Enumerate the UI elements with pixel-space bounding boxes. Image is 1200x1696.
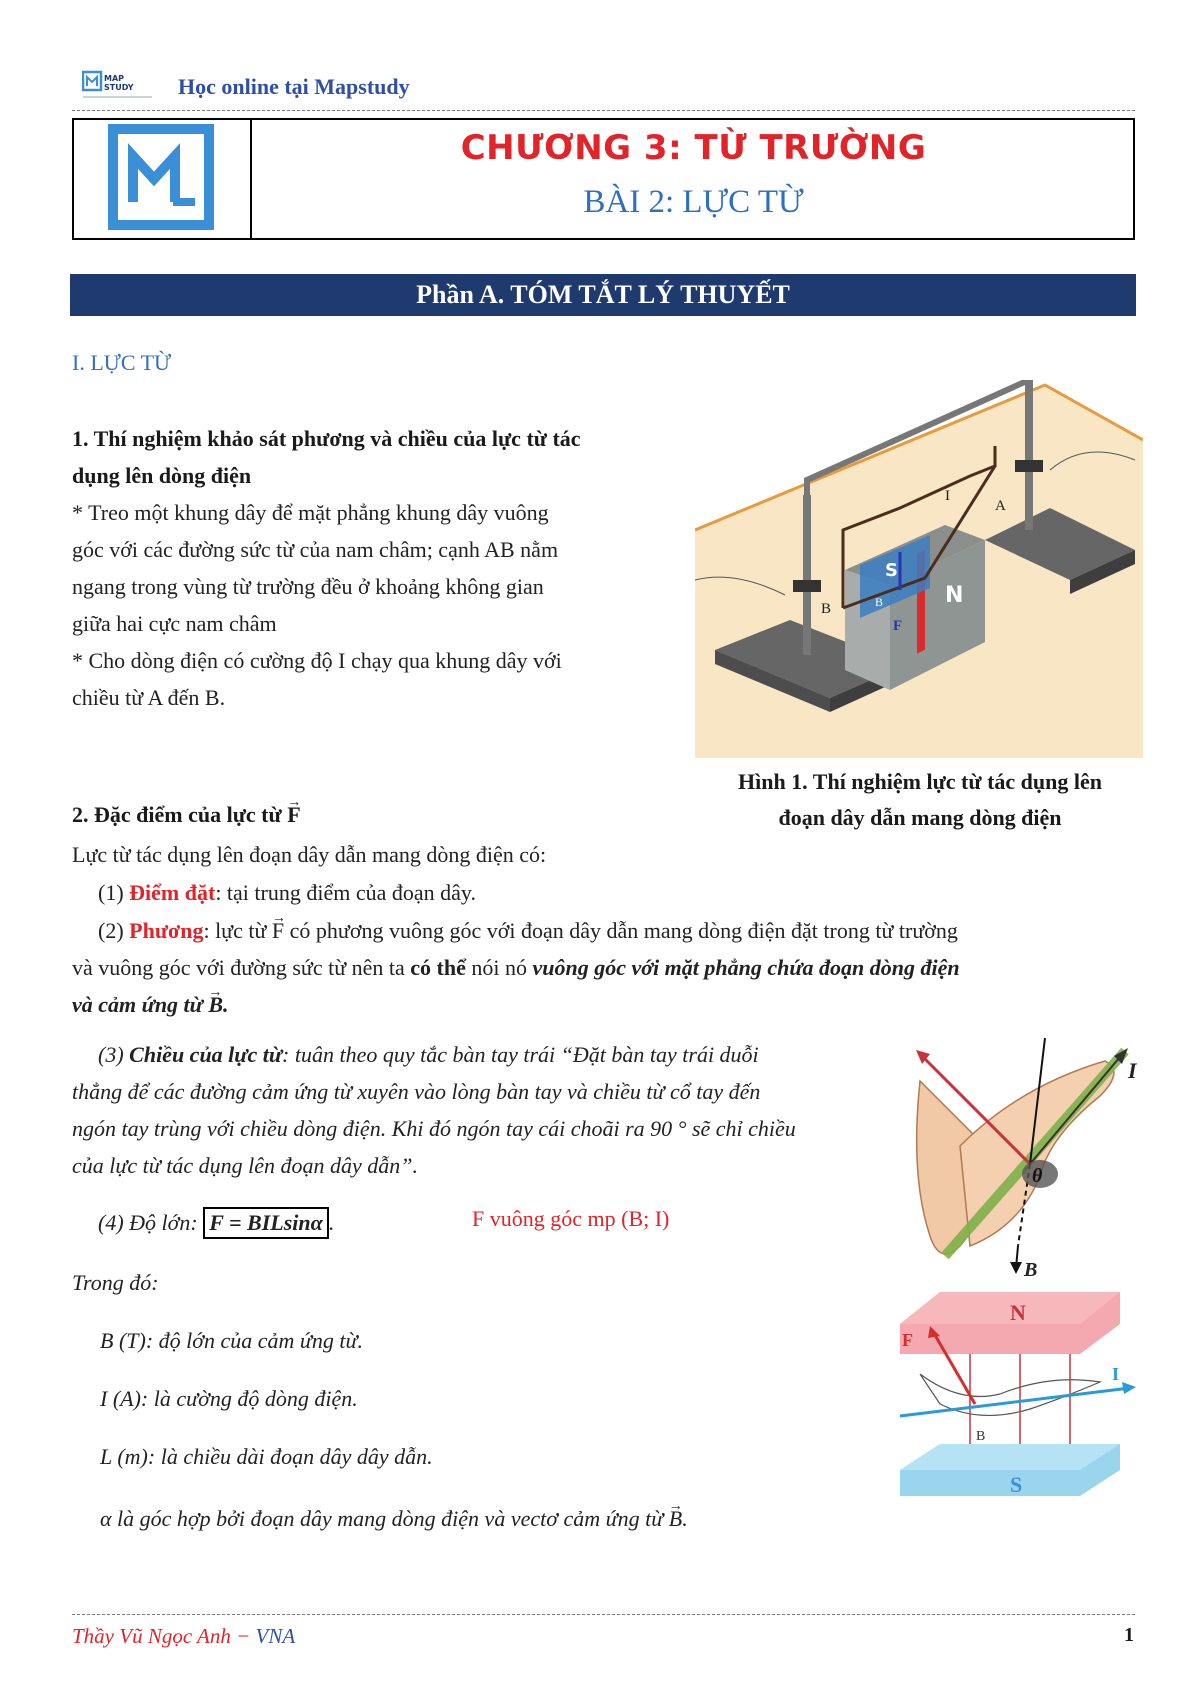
point-label: Điểm đặt bbox=[129, 880, 216, 905]
perpendicular-note: F vuông góc mp (B; I) bbox=[472, 1206, 670, 1231]
experiment-line: giữa hai cực nam châm bbox=[72, 611, 277, 636]
magnitude-end: . bbox=[328, 1210, 335, 1235]
chapter-title: CHƯƠNG 3: TỪ TRƯỜNG bbox=[460, 128, 927, 168]
figure-experiment bbox=[695, 380, 1143, 758]
item-number: (1) bbox=[98, 880, 130, 905]
magnet-label-f: F bbox=[902, 1330, 913, 1350]
characteristics-title bbox=[72, 796, 301, 833]
footer-divider bbox=[72, 1614, 1135, 1615]
figure-label-bvec: B bbox=[875, 595, 884, 609]
lesson-title: BÀI 2: LỰC TỪ bbox=[583, 184, 804, 220]
item-number: (3) bbox=[98, 1042, 130, 1067]
header-divider bbox=[72, 110, 1135, 111]
experiment-line: góc với các đường sức từ của nam châm; cạnh AB nằm bbox=[72, 537, 559, 562]
point-text: : tại trung điểm của đoạn dây. bbox=[215, 880, 476, 905]
online-link[interactable]: Học online tại Mapstudy bbox=[178, 74, 410, 99]
direction-emphasis2: và cảm ứng từ bbox=[72, 992, 209, 1017]
experiment-line: ngang trong vùng từ trường đều ở khoảng không gian bbox=[72, 574, 544, 599]
hand-label-b: B bbox=[1024, 1259, 1038, 1281]
figure-caption-line1: Hình 1. Thí nghiệm lực từ tác dụng lên bbox=[737, 769, 1102, 794]
direction-bold: có thể bbox=[410, 955, 466, 980]
experiment-line: * Cho dòng điện có cường độ I chạy qua khung dây với bbox=[72, 648, 562, 673]
figure-label-n: N bbox=[945, 583, 964, 608]
author-name: Thầy Vũ Ngọc Anh bbox=[72, 1624, 231, 1648]
direction-line2 bbox=[72, 949, 1142, 986]
magnet-label-n: N bbox=[1010, 1300, 1026, 1325]
direction-text-a: : lực từ bbox=[203, 918, 272, 943]
section-heading: Phần A. TÓM TẮT LÝ THUYẾT bbox=[70, 274, 1136, 316]
characteristics-title-text: 2. Đặc điểm của lực từ bbox=[72, 802, 282, 827]
figure-caption-line2: đoạn dây dẫn mang dòng điện bbox=[778, 805, 1062, 830]
hand-label-i: I bbox=[1128, 1058, 1137, 1083]
direction-line3 bbox=[72, 986, 1142, 1023]
magnitude-colon: : bbox=[190, 1210, 204, 1235]
direction-end: . bbox=[223, 992, 229, 1017]
where-label: Trong đó: bbox=[72, 1270, 159, 1295]
direction-label: Phương bbox=[129, 918, 204, 943]
rule-line4: của lực từ tác dụng lên đoạn dây dẫn”. bbox=[72, 1153, 419, 1178]
rule-label: Chiều của lực từ bbox=[129, 1042, 283, 1067]
direction-emphasis1: vuông góc với mặt phẳng chứa đoạn dòng điện bbox=[532, 955, 960, 980]
left-hand-figure bbox=[900, 1036, 1140, 1281]
direction-paragraph bbox=[72, 912, 1142, 1023]
mapstudy-small-logo bbox=[82, 70, 160, 104]
definition-i: I (A): là cường độ dòng điện. bbox=[100, 1386, 358, 1411]
left-hand-rule bbox=[72, 1036, 872, 1184]
item-number: (4) bbox=[98, 1210, 130, 1235]
definition-b: B (T): độ lớn của cảm ứng từ. bbox=[100, 1328, 364, 1353]
experiment-section bbox=[72, 420, 682, 716]
experiment-title-line1: 1. Thí nghiệm khảo sát phương và chiều của lực từ tác bbox=[72, 426, 581, 451]
vector-b: → B bbox=[208, 986, 223, 1023]
point-of-application bbox=[98, 874, 476, 911]
definition-alpha bbox=[100, 1500, 688, 1537]
heading-luc-tu: I. LỰC TỪ bbox=[72, 350, 172, 375]
footer-author bbox=[72, 1624, 295, 1649]
direction-line1 bbox=[72, 912, 1142, 949]
vector-f: → F bbox=[272, 912, 284, 949]
figure-label-a: A bbox=[995, 498, 1006, 514]
figure-label-b: B bbox=[821, 601, 832, 617]
item-number: (2) bbox=[98, 918, 130, 943]
mapstudy-logo bbox=[107, 124, 217, 232]
rule-line2: thẳng để các đường cảm ứng từ xuyên vào lòng bàn tay và chiều từ cổ tay đến bbox=[72, 1079, 761, 1104]
rule-line1 bbox=[72, 1036, 872, 1073]
logo-text-map: MAP bbox=[104, 74, 125, 83]
figure-caption bbox=[690, 764, 1150, 836]
experiment-line: * Treo một khung dây để mặt phẳng khung dây vuông bbox=[72, 500, 549, 525]
vector-f: → F bbox=[287, 796, 300, 833]
footer-separator: − bbox=[230, 1624, 256, 1648]
experiment-title-line2: dụng lên dòng điện bbox=[72, 463, 252, 488]
footer-brand: VNA bbox=[255, 1624, 296, 1648]
rule-text: : tuân theo quy tắc bàn tay trái “Đặt bàn tay trái duỗi bbox=[282, 1042, 759, 1067]
hand-label-theta: θ bbox=[1032, 1165, 1043, 1187]
definition-l: L (m): là chiều dài đoạn dây dây dẫn. bbox=[100, 1444, 433, 1469]
experiment-line: chiều từ A đến B. bbox=[72, 685, 226, 710]
logo-text-study: STUDY bbox=[104, 83, 134, 92]
alpha-end: . bbox=[682, 1506, 688, 1531]
page-number: 1 bbox=[1124, 1624, 1134, 1646]
formula-box: F = BILsinα bbox=[203, 1207, 329, 1239]
magnet-label-i: I bbox=[1112, 1364, 1120, 1384]
magnet-label-b: B bbox=[976, 1429, 986, 1444]
direction-text-d: nói nó bbox=[465, 955, 533, 980]
characteristics-intro: Lực từ tác dụng lên đoạn dây dẫn mang dòng điện có: bbox=[72, 842, 547, 867]
magnet-hand-figure bbox=[880, 1284, 1142, 1500]
magnitude-label: Độ lớn bbox=[129, 1210, 191, 1235]
rule-line3: ngón tay trùng với chiều dòng điện. Khi đó ngón tay cái choãi ra 90 ° sẽ chỉ chiều bbox=[72, 1116, 796, 1141]
direction-text-b: có phương vuông góc với đoạn dây dẫn mang dòng điện đặt trong từ trường bbox=[284, 918, 958, 943]
figure-label-i: I bbox=[945, 488, 950, 504]
magnet-label-s: S bbox=[1010, 1472, 1023, 1497]
vector-b: → B bbox=[669, 1500, 682, 1537]
magnitude-line bbox=[98, 1204, 334, 1241]
figure-label-s: S bbox=[885, 560, 898, 581]
direction-text-c: và vuông góc với đường sức từ nên ta bbox=[72, 955, 411, 980]
alpha-text: α là góc hợp bởi đoạn dây mang dòng điện và vectơ cảm ứng từ bbox=[100, 1506, 669, 1531]
figure-label-f: F bbox=[893, 618, 903, 634]
